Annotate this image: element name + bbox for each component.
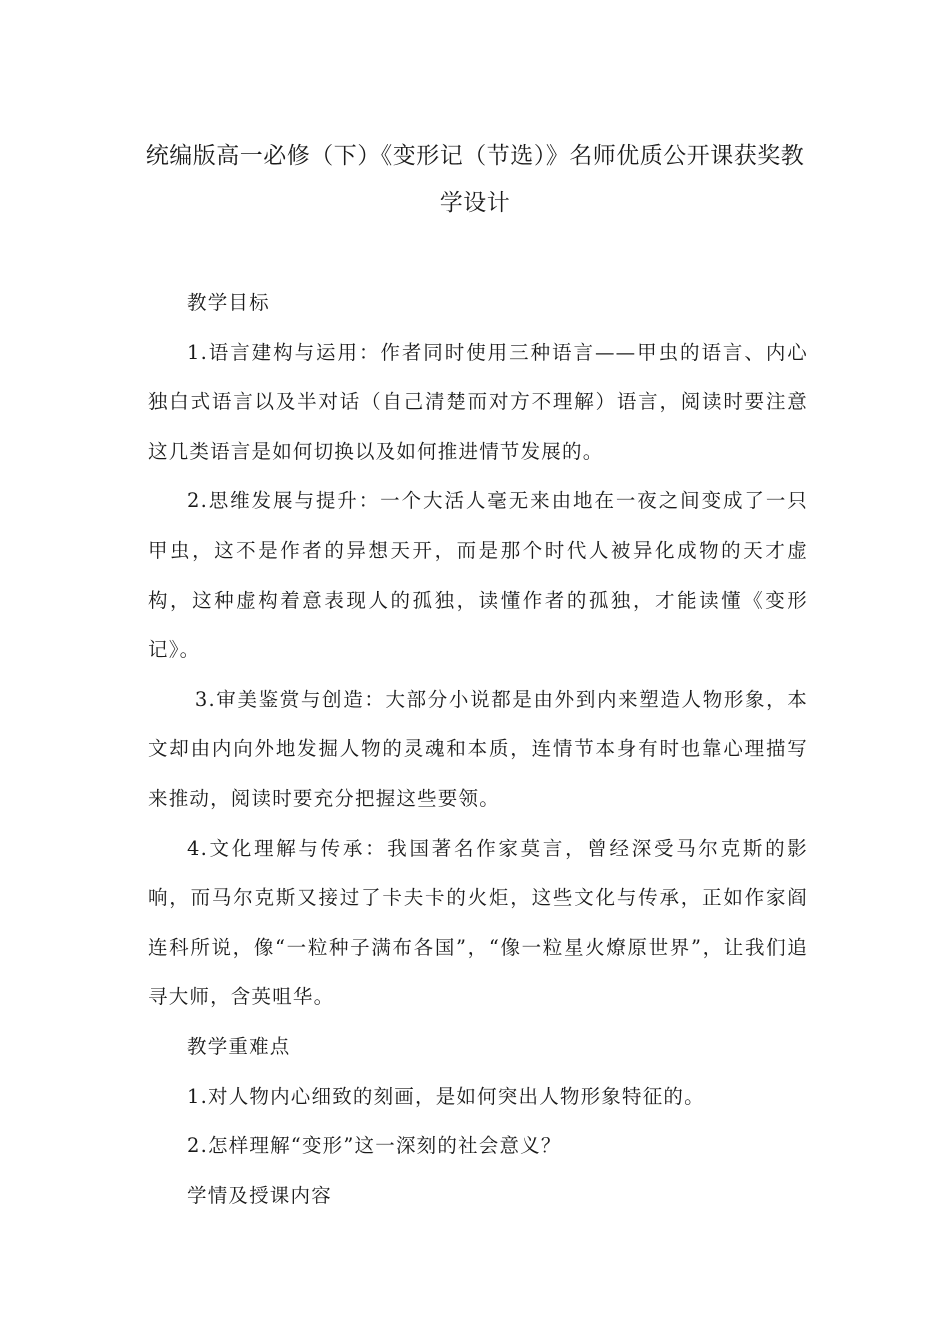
objective-paragraph: 1.语言建构与运用：作者同时使用三种语言——甲虫的语言、内心独白式语言以及半对话（自己清楚而对方不理解）语言，阅读时要注意这几类语言是如何切换以及如何推进情节发展的。: [148, 340, 808, 463]
key-point-item: 1.对人物内心细致的刻画，是如何突出人物形象特征的。: [187, 1084, 705, 1108]
objective-paragraph: 4.文化理解与传承：我国著名作家莫言，曾经深受马尔克斯的影响，而马尔克斯又接过了卡夫卡的火炬，这些文化与传承，正如作家阎连科所说，像“一粒种子满布各国”，“像一粒星火燎原世界”，让我们追寻大师，含英咀华。: [148, 836, 808, 1009]
document-body: [148, 278, 808, 1220]
section-heading-learning: 学情及授课内容: [187, 1183, 332, 1207]
objective-paragraph: 3.审美鉴赏与创造：大部分小说都是由外到内来塑造人物形象，本文却由内向外地发掘人物的灵魂和本质，连情节本身有时也靠心理描写来推动，阅读时要充分把握这些要领。: [148, 687, 809, 810]
document-title: 统编版高一必修（下）《变形记（节选）》名师优质公开课获奖教学设计: [145, 143, 805, 216]
section-heading-key-points: 教学重难点: [187, 1034, 291, 1058]
objective-paragraph: 2.思维发展与提升：一个大活人毫无来由地在一夜之间变成了一只甲虫，这不是作者的异想天开，而是那个时代人被异化成物的天才虚构，这种虚构着意表现人的孤独，读懂作者的孤独，才能读懂《变形记》。: [148, 489, 808, 662]
section-heading-objectives: 教学目标: [187, 291, 270, 314]
key-point-item: 2.怎样理解“变形”这一深刻的社会意义？: [187, 1134, 562, 1158]
